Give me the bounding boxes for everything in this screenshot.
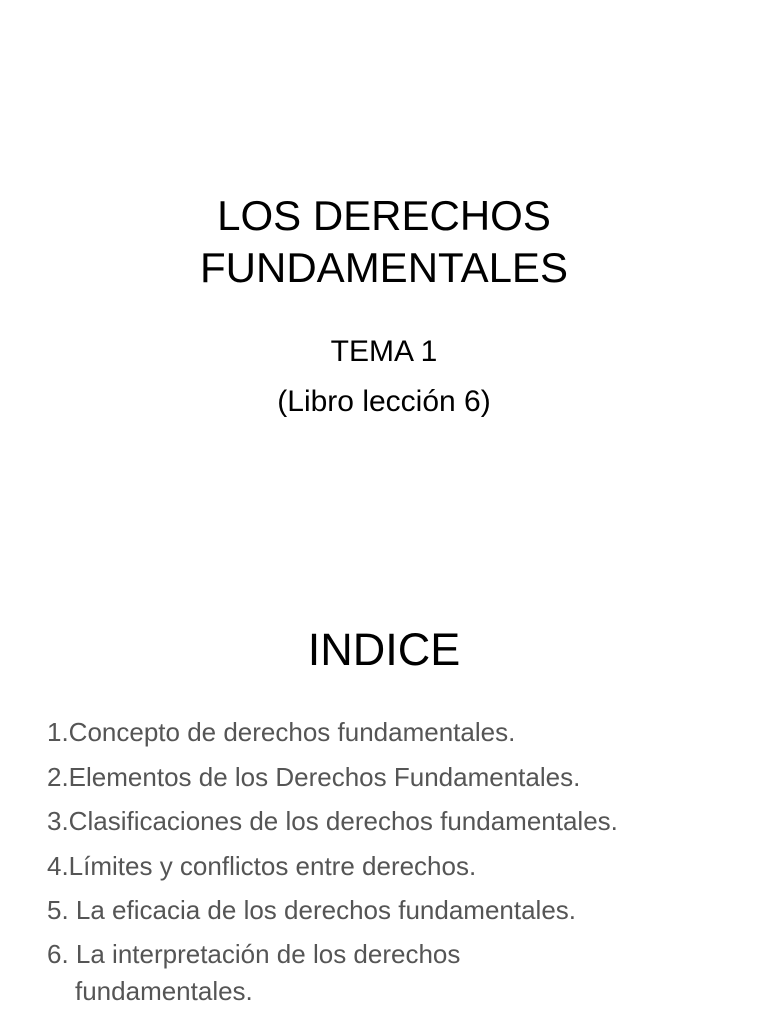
- slide-title-line-1: LOS DERECHOS: [217, 192, 551, 239]
- slide-subtitle-topic: TEMA 1: [330, 335, 438, 368]
- index-slide: [0, 576, 768, 1024]
- index-item-line-1: 6. La interpretación de los derechos: [47, 938, 461, 969]
- slide-title-line-2: FUNDAMENTALES: [200, 244, 568, 291]
- index-item-line-2: fundamentales.: [75, 975, 253, 1006]
- index-list: [47, 710, 747, 1014]
- index-item: 1.Concepto de derechos fundamentales.: [47, 717, 516, 747]
- index-item: 5. La eficacia de los derechos fundamentales.: [47, 895, 577, 925]
- index-heading: INDICE: [307, 624, 461, 675]
- index-item: [47, 933, 747, 1014]
- slide-title: [0, 190, 768, 294]
- index-item: 2.Elementos de los Derechos Fundamentales.: [47, 761, 581, 792]
- index-item: 4.Límites y conflictos entre derechos.: [47, 850, 477, 881]
- index-item: 3.Clasificaciones de los derechos fundamentales.: [47, 806, 618, 836]
- slide-subtitle-lesson: (Libro lección 6): [277, 385, 491, 418]
